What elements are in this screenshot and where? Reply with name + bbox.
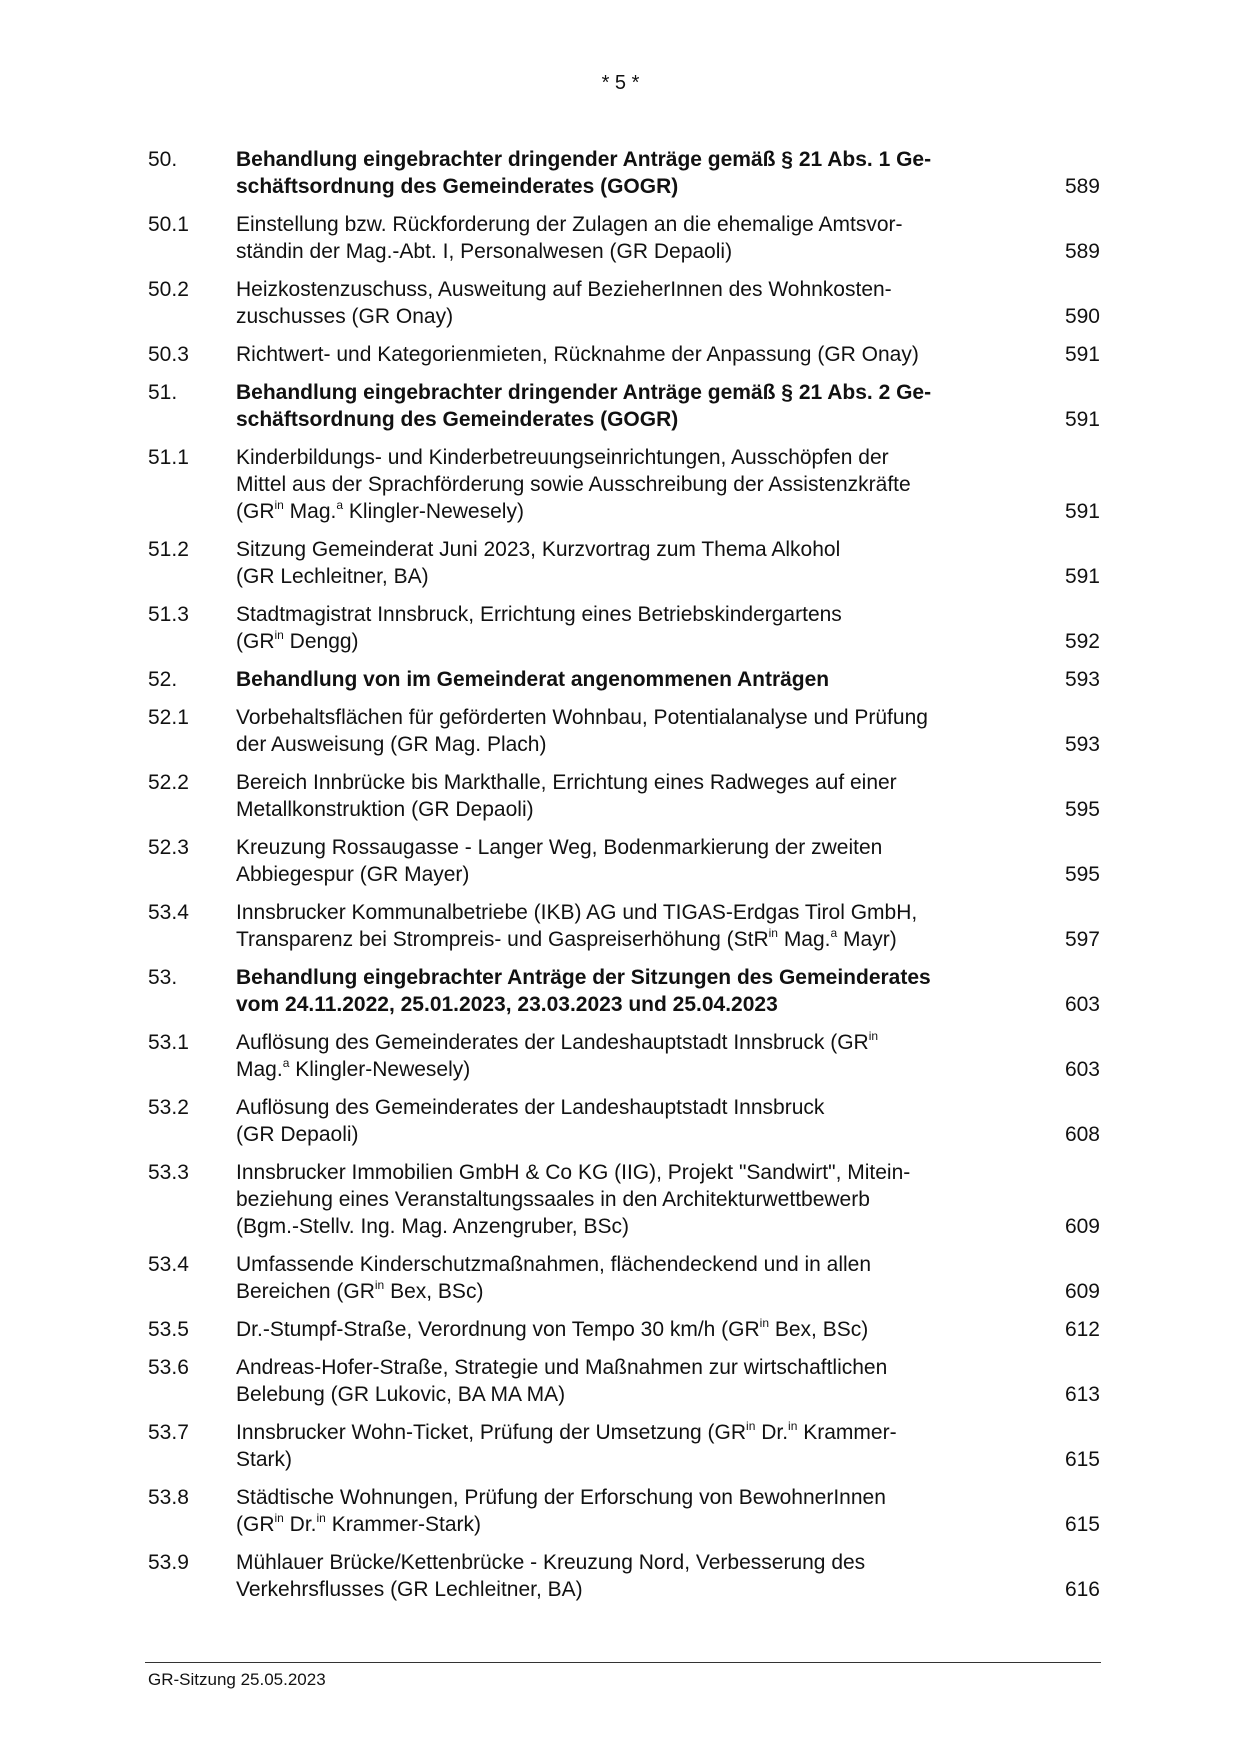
toc-entry-page: 595	[1064, 798, 1100, 821]
toc-entry-title: Mühlauer Brücke/Kettenbrücke - Kreuzung Nord, Verbesserung des Verkehrsflusses (GR Lechleitner, BA)	[236, 1551, 866, 1601]
toc-entry-number: 53.2	[148, 1096, 189, 1119]
toc-entry-number: 53.4	[148, 901, 189, 924]
toc-entry-page: 603	[1064, 1058, 1100, 1081]
toc-entry-page: 593	[1064, 733, 1100, 756]
toc-entry-number: 50.3	[148, 343, 189, 366]
toc-entry	[148, 146, 1100, 200]
toc-entry-title: Innsbrucker Kommunalbetriebe (IKB) AG und TIGAS-Erdgas Tirol GmbH, Transparenz bei Strompreis- und Gaspreiserhöhung (StR$^{in}$ Mag.$^a$ Mayr)	[236, 901, 918, 951]
toc-entry-title: Andreas-Hofer-Straße, Strategie und Maßnahmen zur wirtschaftlichen Belebung (GR Lukovic, BA MA MA)	[236, 1356, 888, 1406]
toc-entry	[148, 666, 1100, 693]
toc-entry-page: 595	[1064, 863, 1100, 886]
toc-entry-title: Richtwert- und Kategorienmieten, Rücknahme der Anpassung (GR Onay)	[236, 343, 919, 366]
toc-entry	[148, 601, 1100, 655]
toc-entry-number: 53.7	[148, 1421, 189, 1444]
toc-entry-number: 53.8	[148, 1486, 189, 1509]
toc-entry-number: 52.2	[148, 771, 189, 794]
toc-entry-title: Behandlung eingebrachter Anträge der Sitzungen des Gemeinderates vom 24.11.2022, 25.01.2023, 23.03.2023 und 25.04.2023	[236, 966, 931, 1016]
toc-entry-title: Heizkostenzuschuss, Ausweitung auf BezieherInnen des Wohnkosten- zuschusses (GR Onay)	[236, 278, 892, 328]
toc-entry-page: 590	[1064, 305, 1100, 328]
toc-entry-title: Stadtmagistrat Innsbruck, Errichtung eines Betriebskindergartens ($GR^{in}$ Dengg)	[236, 603, 842, 653]
table-of-contents	[148, 146, 1100, 1614]
toc-entry-number: 53.4	[148, 1253, 189, 1276]
toc-entry-number: 51.	[148, 381, 178, 404]
toc-entry-number: 52.1	[148, 706, 189, 729]
toc-entry-title: Umfassende Kinderschutzmaßnahmen, flächendeckend und in allen Bereichen ($GR^{in}$ Bex, BSc)	[236, 1253, 872, 1303]
toc-entry	[148, 1354, 1100, 1408]
toc-entry-title: Kinderbildungs- und Kinderbetreuungseinrichtungen, Ausschöpfen der Mittel aus der Sprachförderung sowie Ausschreibung der Assistenzkräfte ($GR^{in}$ Mag.$^a$ Klingler-Newesely)	[236, 446, 911, 523]
toc-entry-page: 593	[1064, 668, 1100, 691]
toc-entry-title: Einstellung bzw. Rückforderung der Zulagen an die ehemalige Amtsvor- ständin der Mag.-Abt. I, Personalwesen (GR Depaoli)	[236, 213, 903, 263]
toc-entry-number: 53.6	[148, 1356, 189, 1379]
page-number: * 5 *	[601, 72, 640, 94]
toc-entry-page: 597	[1064, 928, 1100, 951]
toc-entry-page: 613	[1064, 1383, 1100, 1406]
toc-entry	[148, 1094, 1100, 1148]
toc-entry-number: 50.2	[148, 278, 189, 301]
toc-entry-title: Auflösung des Gemeinderates der Landeshauptstadt Innsbruck (GR Depaoli)	[236, 1096, 825, 1146]
toc-entry-title: Bereich Innbrücke bis Markthalle, Errichtung eines Radweges auf einer Metallkonstruktion (GR Depaoli)	[236, 771, 897, 821]
toc-entry-page: 592	[1064, 630, 1100, 653]
toc-entry	[148, 444, 1100, 525]
toc-entry-page: 615	[1064, 1448, 1100, 1471]
toc-entry	[148, 211, 1100, 265]
toc-entry	[148, 1419, 1100, 1473]
toc-entry-page: 591	[1064, 500, 1100, 523]
footer-divider	[145, 1662, 1101, 1663]
toc-entry	[148, 536, 1100, 590]
toc-entry	[148, 769, 1100, 823]
toc-entry-number: 53.5	[148, 1318, 189, 1341]
toc-entry-number: 51.3	[148, 603, 189, 626]
toc-entry	[148, 1251, 1100, 1305]
toc-entry	[148, 341, 1100, 368]
toc-entry-page: 616	[1064, 1578, 1100, 1601]
toc-entry-page: 603	[1064, 993, 1100, 1016]
toc-entry-title: Behandlung eingebrachter dringender Anträge gemäß § 21 Abs. 1 Ge- schäftsordnung des Gemeinderates (GOGR)	[236, 148, 932, 198]
toc-entry-number: 53.3	[148, 1161, 189, 1184]
toc-entry-page: 609	[1064, 1280, 1100, 1303]
toc-entry-title: Innsbrucker Immobilien GmbH & Co KG (IIG), Projekt "Sandwirt", Mitein- beziehung eines Veranstaltungssaales in den Architekturwettbewerb (Bgm.-Stellv. Ing. Mag. Anzengruber, BSc)	[236, 1161, 911, 1238]
toc-entry-title: Sitzung Gemeinderat Juni 2023, Kurzvortrag zum Thema Alkohol (GR Lechleitner, BA)	[236, 538, 841, 588]
toc-entry-number: 53.1	[148, 1031, 189, 1054]
toc-entry-title: Städtische Wohnungen, Prüfung der Erforschung von BewohnerInnen ($GR^{in}$ Dr.$^{in}$ Krammer-Stark)	[236, 1486, 886, 1536]
toc-entry	[148, 1316, 1100, 1343]
toc-entry-page: 591	[1064, 343, 1100, 366]
toc-entry-page: 589	[1064, 240, 1100, 263]
toc-entry-number: 51.2	[148, 538, 189, 561]
toc-entry-title: Dr.-Stumpf-Straße, Verordnung von Tempo 30 km/h ($GR^{in}$ Bex, BSc)	[236, 1316, 869, 1341]
toc-entry	[148, 1484, 1100, 1538]
toc-entry-number: 50.1	[148, 213, 189, 236]
toc-entry-page: 591	[1064, 565, 1100, 588]
toc-entry	[148, 276, 1100, 330]
toc-entry	[148, 834, 1100, 888]
toc-entry	[148, 964, 1100, 1018]
toc-entry-title: Innsbrucker Wohn-Ticket, Prüfung der Umsetzung ($GR^{in}$ Dr.$^{in}$ Krammer- Stark)	[236, 1419, 897, 1471]
toc-entry-page: 612	[1064, 1318, 1100, 1341]
toc-entry-number: 51.1	[148, 446, 189, 469]
toc-entry-page: 615	[1064, 1513, 1100, 1536]
toc-entry-page: 609	[1064, 1215, 1100, 1238]
toc-entry	[148, 1549, 1100, 1603]
toc-entry-number: 52.	[148, 668, 178, 691]
toc-entry-page: 591	[1064, 408, 1100, 431]
toc-entry-number: 53.	[148, 966, 178, 989]
toc-entry-page: 608	[1064, 1123, 1100, 1146]
toc-entry-number: 52.3	[148, 836, 189, 859]
toc-entry-title: Behandlung von im Gemeinderat angenommenen Anträgen	[236, 668, 830, 691]
toc-entry	[148, 899, 1100, 953]
toc-entry-title: Auflösung des Gemeinderates der Landeshauptstadt Innsbruck ($GR^{in}$ Mag.$^a$ Klingler-Newesely)	[236, 1029, 879, 1081]
toc-entry-title: Vorbehaltsflächen für geförderten Wohnbau, Potentialanalyse und Prüfung der Ausweisung (GR Mag. Plach)	[236, 706, 928, 756]
toc-entry	[148, 1029, 1100, 1083]
footer-session-date: GR-Sitzung 25.05.2023	[148, 1670, 326, 1689]
toc-entry-title: Behandlung eingebrachter dringender Anträge gemäß § 21 Abs. 2 Ge- schäftsordnung des Gemeinderates (GOGR)	[236, 381, 932, 431]
toc-entry-number: 50.	[148, 148, 178, 171]
toc-entry-number: 53.9	[148, 1551, 189, 1574]
toc-entry	[148, 1159, 1100, 1240]
toc-entry	[148, 704, 1100, 758]
toc-entry-page: 589	[1064, 175, 1100, 198]
toc-entry-title: Kreuzung Rossaugasse - Langer Weg, Bodenmarkierung der zweiten Abbiegespur (GR Mayer)	[236, 836, 883, 886]
toc-entry	[148, 379, 1100, 433]
